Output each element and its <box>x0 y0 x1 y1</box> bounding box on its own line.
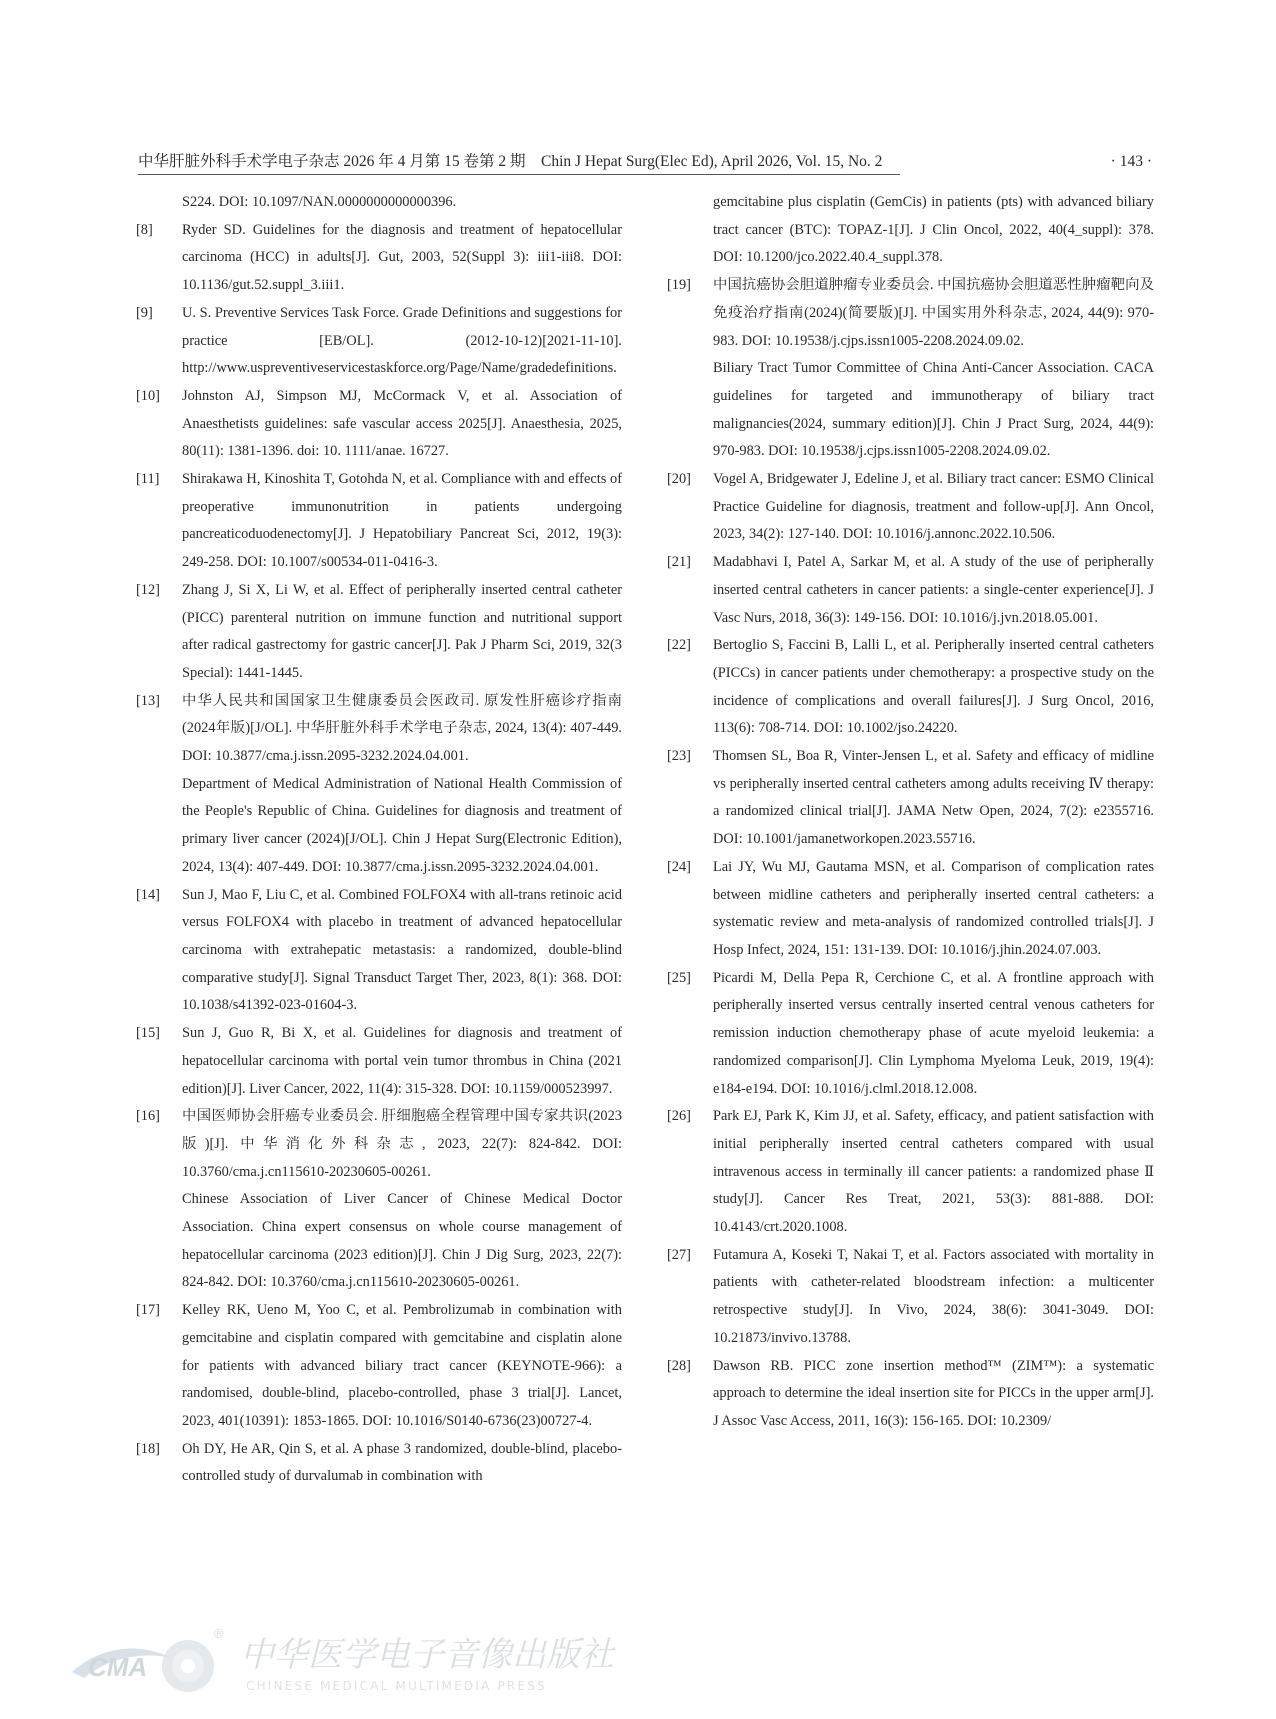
reference-number: [10] <box>136 387 160 404</box>
reference-body <box>182 1020 622 1103</box>
reference-text: Zhang J, Si X, Li W, et al. Effect of peripherally inserted central catheter (PICC) parenteral nutrition on immune function and nutritional support after radical gastrectomy for gastric cancer[J]. Pak J Pharm Sci, 2019, 32(3 Special): 1441-1445. <box>182 581 622 681</box>
reference-body <box>713 632 1154 743</box>
reference-number: [21] <box>667 554 691 571</box>
reference-text: Kelley RK, Ueno M, Yoo C, et al. Pembrolizumab in combination with gemcitabine and cisplatin compared with gemcitabine and cisplatin alone for patients with advanced biliary tract cancer (KEYNOTE-966): a randomised, double-blind, placebo-controlled, phase 3 trial[J]. Lancet, 2023, 401(10391): 1853-1865. DOI: 10.1016/S0140-6736(23)00727-4. <box>182 1302 622 1429</box>
reference-text: Johnston AJ, Simpson MJ, McCormack V, et al. Association of Anaesthetists guidelines: safe vascular access 2025[J]. Anaesthesia, 2025, 80(11): 1381-1396. doi: 10. 1111/anae. 16727. <box>182 387 622 460</box>
reference-item <box>667 272 1154 466</box>
reference-number: [9] <box>136 304 153 321</box>
reference-body <box>182 1436 622 1491</box>
reference-item <box>667 1353 1154 1436</box>
reference-text: U. S. Preventive Services Task Force. Grade Definitions and suggestions for practice [EB/OL]. (2012-10-12)[2021-11-10]. http://www.uspreventiveservicestaskforce.org/Page/Name/gradedefinitions. <box>182 304 622 377</box>
reference-body <box>182 383 622 466</box>
reference-item <box>136 1297 622 1436</box>
reference-body <box>182 466 622 577</box>
reference-body <box>182 189 622 217</box>
reference-number: [20] <box>667 471 691 488</box>
reference-body <box>713 549 1154 632</box>
reference-number: [19] <box>667 277 691 294</box>
reference-number: [16] <box>136 1108 160 1125</box>
reference-body <box>182 300 622 383</box>
reference-item <box>136 1103 622 1297</box>
reference-item <box>667 743 1154 854</box>
reference-item <box>667 549 1154 632</box>
reference-body <box>713 272 1154 466</box>
reference-text: gemcitabine plus cisplatin (GemCis) in patients (pts) with advanced biliary tract cancer (BTC): TOPAZ-1[J]. J Clin Oncol, 2022, 40(4_suppl): 378. DOI: 10.1200/jco.2022.40.4_suppl.378. <box>713 194 1154 266</box>
reference-continued <box>667 189 1154 272</box>
reference-number: [12] <box>136 581 160 598</box>
reference-item <box>136 383 622 466</box>
reference-body <box>182 1103 622 1297</box>
header-rule <box>138 174 900 175</box>
reference-text: Vogel A, Bridgewater J, Edeline J, et al. Biliary tract cancer: ESMO Clinical Practice Guideline for diagnosis, treatment and follow-up[J]. Ann Oncol, 2023, 34(2): 127-140. DOI: 10.1016/j.annonc.2022.10.506. <box>713 471 1154 543</box>
reference-number: [8] <box>136 221 153 238</box>
reference-text: Bertoglio S, Faccini B, Lalli L, et al. Peripherally inserted central catheters (PICCs) in cancer patients under chemotherapy: a prospective study on the incidence of complications and overall failures[J]. J Surg Oncol, 2016, 113(6): 708-714. DOI: 10.1002/jso.24220. <box>713 637 1154 737</box>
publisher-name-cn: 中华医学电子音像出版社 <box>240 1635 614 1675</box>
reference-item <box>136 300 622 383</box>
reference-body <box>182 217 622 300</box>
reference-item <box>667 854 1154 965</box>
reference-body <box>182 1297 622 1436</box>
reference-item <box>136 217 622 300</box>
reference-body <box>182 688 622 882</box>
reference-item <box>136 466 622 577</box>
reference-number: [27] <box>667 1246 691 1263</box>
reference-text: Chinese Association of Liver Cancer of Chinese Medical Doctor Association. China expert consensus on whole course management of hepatocellular carcinoma (2023 edition)[J]. Chin J Dig Surg, 2023, 22(7): 824-842. DOI: 10.3760/cma.j.cn115610-20230605-00261. <box>182 1191 622 1291</box>
reference-number: [23] <box>667 748 691 765</box>
reference-item <box>667 466 1154 549</box>
reference-number: [22] <box>667 637 691 654</box>
reference-item <box>136 1020 622 1103</box>
reference-text: Thomsen SL, Boa R, Vinter-Jensen L, et al. Safety and efficacy of midline vs peripherally inserted central catheters among adults receiving Ⅳ therapy: a randomized clinical trial[J]. JAMA Netw Open, 2024, 7(2): e2355716. DOI: 10.1001/jamanetworkopen.2023.55716. <box>713 748 1154 848</box>
page-number: · 143 · <box>1110 153 1152 170</box>
reference-body <box>713 1242 1154 1353</box>
logo-text: CMA <box>88 1652 148 1682</box>
reference-text: Sun J, Guo R, Bi X, et al. Guidelines for diagnosis and treatment of hepatocellular carcinoma with portal vein tumor thrombus in China (2021 edition)[J]. Liver Cancer, 2022, 11(4): 315-328. DOI: 10.1159/000523997. <box>182 1025 622 1097</box>
reference-body <box>713 743 1154 854</box>
reference-text: Madabhavi I, Patel A, Sarkar M, et al. A study of the use of peripherally inserted central catheters in cancer patients: a single-center experience[J]. J Vasc Nurs, 2018, 36(3): 149-156. DOI: 10.1016/j.jvn.2018.05.001. <box>713 554 1154 626</box>
reference-number: [14] <box>136 886 160 903</box>
reference-item <box>667 1242 1154 1353</box>
reference-item <box>136 688 622 882</box>
reference-number: [26] <box>667 1108 691 1125</box>
publisher-logo-watermark <box>70 1620 614 1694</box>
reference-number: [18] <box>136 1440 160 1457</box>
reference-text: Shirakawa H, Kinoshita T, Gotohda N, et al. Compliance with and effects of preoperative immunonutrition in patients undergoing pancreaticoduodenectomy[J]. J Hepatobiliary Pancreat Sci, 2012, 19(3): 249-258. DOI: 10.1007/s00534-011-0416-3. <box>182 471 622 571</box>
reference-number: [28] <box>667 1357 691 1374</box>
reference-text: Dawson RB. PICC zone insertion method™ (ZIM™): a systematic approach to determine the ideal insertion site for PICCs in the upper arm[J]. J Assoc Vasc Access, 2011, 16(3): 156-165. DOI: 10.2309/ <box>713 1357 1154 1429</box>
reference-body <box>713 1103 1154 1242</box>
reference-text: S224. DOI: 10.1097/NAN.0000000000000396. <box>182 194 457 210</box>
reference-number: [15] <box>136 1025 160 1042</box>
reference-item <box>136 1436 622 1491</box>
reference-text: Sun J, Mao F, Liu C, et al. Combined FOLFOX4 with all-trans retinoic acid versus FOLFOX4 with placebo in treatment of advanced hepatocellular carcinoma with extrahepatic metastasis: a randomized, double-blind comparative study[J]. Signal Transduct Target Ther, 2023, 8(1): 368. DOI: 10.1038/s41392-023-01604-3. <box>182 886 622 1014</box>
reference-text: Lai JY, Wu MJ, Gautama MSN, et al. Comparison of complication rates between midline catheters and peripherally inserted central catheters: a systematic review and meta-analysis of randomized controlled trials[J]. J Hosp Infect, 2024, 151: 131-139. DOI: 10.1016/j.jhin.2024.07.003. <box>713 858 1154 958</box>
running-title: 中华肝脏外科手术学电子杂志 2026 年 4 月第 15 卷第 2 期 Chin J Hepat Surg(Elec Ed), April 2026, Vol. 15, No. 2 <box>138 153 883 170</box>
reference-text: Ryder SD. Guidelines for the diagnosis and treatment of hepatocellular carcinoma (HCC) in adults[J]. Gut, 2003, 52(Suppl 3): iii1-iii8. DOI: 10.1136/gut.52.suppl_3.iii1. <box>182 221 622 294</box>
reference-item <box>667 965 1154 1104</box>
reference-number: [24] <box>667 858 691 875</box>
reference-item <box>667 632 1154 743</box>
publisher-name-en: CHINESE MEDICAL MULTIMEDIA PRESS <box>246 1679 547 1693</box>
reference-text: 中国医师协会肝癌专业委员会. 肝细胞癌全程管理中国专家共识(2023版)[J]. 中华消化外科杂志, 2023, 22(7): 824-842. DOI: 10.3760/cma.j.cn115610-20230605-00261. <box>182 1108 622 1180</box>
references-column-right <box>667 189 1154 1614</box>
reference-body <box>182 577 622 688</box>
reference-text: 中华人民共和国国家卫生健康委员会医政司. 原发性肝癌诊疗指南(2024年版)[J/OL]. 中华肝脏外科手术学电子杂志, 2024, 13(4): 407-449. DOI: 10.3877/cma.j.issn.2095-3232.2024.04.001. <box>182 692 622 765</box>
references-column-left <box>136 189 622 1614</box>
reference-text: Department of Medical Administration of National Health Commission of the People's Republic of China. Guidelines for diagnosis and treatment of primary liver cancer (2024)[J/OL]. Chin J Hepat Surg(Electronic Edition), 2024, 13(4): 407-449. DOI: 10.3877/cma.j.issn.2095-3232.2024.04.001. <box>182 775 622 875</box>
reference-item <box>667 1103 1154 1242</box>
reference-body <box>713 1353 1154 1436</box>
reference-continued <box>136 189 622 217</box>
reference-text: Futamura A, Koseki T, Nakai T, et al. Factors associated with mortality in patients with catheter-related bloodstream infection: a multicenter retrospective study[J]. In Vivo, 2024, 38(6): 3041-3049. DOI: 10.21873/invivo.13788. <box>713 1246 1154 1346</box>
reference-body <box>713 965 1154 1104</box>
reference-body <box>713 466 1154 549</box>
reference-text: Park EJ, Park K, Kim JJ, et al. Safety, efficacy, and patient satisfaction with initial peripherally inserted central catheters compared with usual intravenous access in terminally ill cancer patients: a randomized phase Ⅱ study[J]. Cancer Res Treat, 2021, 53(3): 881-888. DOI: 10.4143/crt.2020.1008. <box>713 1108 1154 1236</box>
reference-body <box>182 882 622 1021</box>
reference-body <box>713 854 1154 965</box>
reference-text: Oh DY, He AR, Qin S, et al. A phase 3 randomized, double-blind, placebo-controlled study of durvalumab in combination with <box>182 1440 622 1485</box>
reference-item <box>136 882 622 1021</box>
reference-body <box>713 189 1154 272</box>
registered-mark: ® <box>214 1626 224 1641</box>
reference-number: [25] <box>667 969 691 986</box>
reference-item <box>136 577 622 688</box>
reference-number: [11] <box>136 471 160 488</box>
reference-number: [13] <box>136 692 160 709</box>
reference-text: 中国抗癌协会胆道肿瘤专业委员会. 中国抗癌协会胆道恶性肿瘤靶向及免疫治疗指南(2024)(简要版)[J]. 中国实用外科杂志, 2024, 44(9): 970-983. DOI: 10.19538/j.cjps.issn1005-2208.2024.09.02. <box>713 277 1154 349</box>
running-header <box>138 150 1152 174</box>
reference-number: [17] <box>136 1302 160 1319</box>
reference-text: Biliary Tract Tumor Committee of China Anti-Cancer Association. CACA guidelines for targeted and immunotherapy of biliary tract malignancies(2024, summary edition)[J]. Chin J Pract Surg, 2024, 44(9): 970-983. DOI: 10.19538/j.cjps.issn1005-2208.2024.09.02. <box>713 360 1154 460</box>
reference-text: Picardi M, Della Pepa R, Cerchione C, et al. A frontline approach with peripherally inserted versus centrally inserted central venous catheters for remission induction chemotherapy phase of acute myeloid leukemia: a randomized comparison[J]. Clin Lymphoma Myeloma Leuk, 2019, 19(4): e184-e194. DOI: 10.1016/j.clml.2018.12.008. <box>713 969 1154 1097</box>
